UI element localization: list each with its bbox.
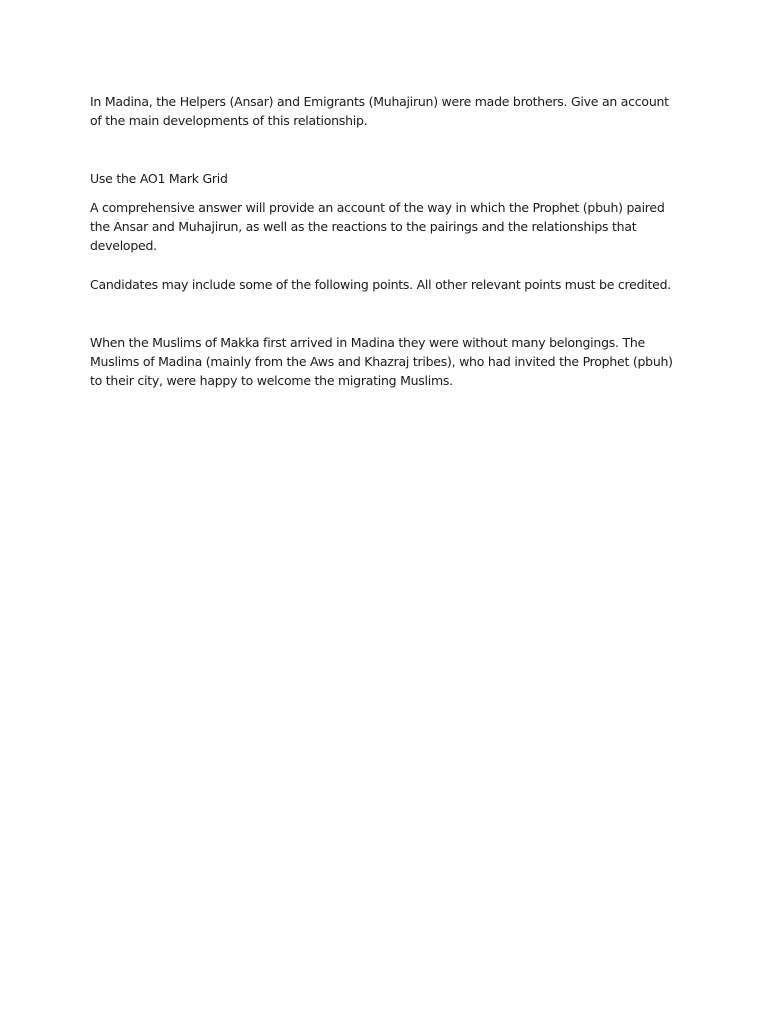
candidates-note: Candidates may include some of the following points. All other relevant points must be credited. [90, 277, 671, 292]
mark-grid-instruction: Use the AO1 Mark Grid [90, 171, 228, 186]
question-text: In Madina, the Helpers (Ansar) and Emigrants (Muhajirun) were made brothers. Give an account of the main developments of this relationship. [90, 94, 669, 128]
body-paragraph: When the Muslims of Makka first arrived in Madina they were without many belongings. The Muslims of Madina (mainly from the Aws and Khazraj tribes), who had invited the Prophet (pbuh) to their city, were happy to welcome the migrating Muslims. [90, 335, 673, 388]
comprehensive-answer-text: A comprehensive answer will provide an account of the way in which the Prophet (pbuh) paired the Ansar and Muhajirun, as well as the reactions to the pairings and the relationships that developed. [90, 200, 665, 253]
